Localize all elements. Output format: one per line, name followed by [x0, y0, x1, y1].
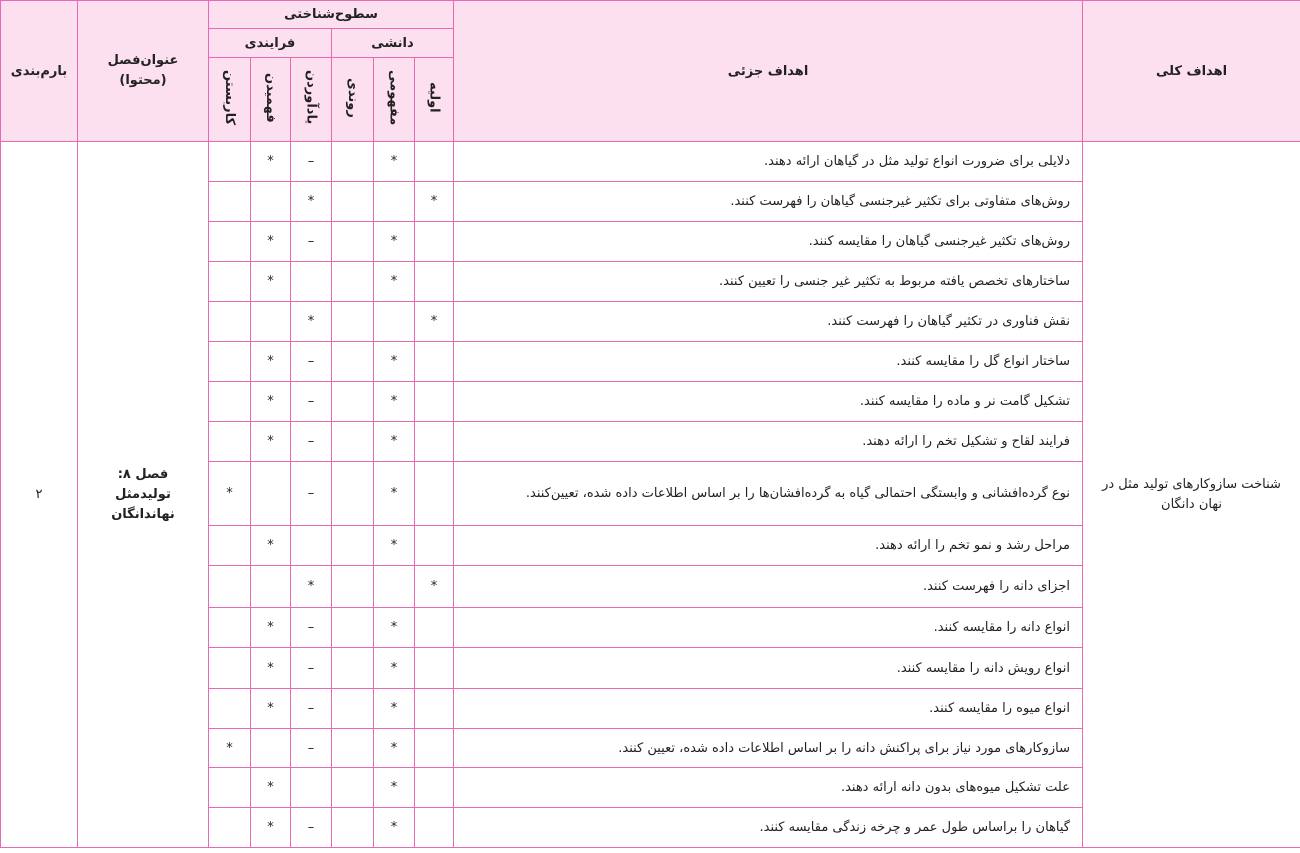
general-goal-cell: شناخت سازوکارهای تولید مثل در نهان دانگان — [1083, 142, 1300, 848]
mark-understanding — [251, 566, 291, 608]
mark-applying — [209, 142, 251, 182]
header-applying-label: کاربستن — [222, 69, 237, 126]
table-row — [1, 142, 1300, 182]
mark-primary — [415, 422, 454, 462]
mark-remembering: – — [291, 462, 332, 526]
mark-procedural — [332, 768, 374, 808]
mark-primary: * — [415, 302, 454, 342]
mark-primary — [415, 648, 454, 689]
mark-understanding — [251, 729, 291, 768]
mark-conceptual: * — [374, 768, 415, 808]
objective-text: فرایند لقاح و تشکیل تخم را ارائه دهند. — [454, 422, 1083, 462]
header-conceptual-label: مفهومی — [386, 69, 402, 126]
objective-text: نوع گرده‌افشانی و وابستگی احتمالی گیاه به گرده‌افشان‌ها را بر اساس اطلاعات داده شده، تعیین‌کنند. — [454, 462, 1083, 526]
objective-text: انواع میوه را مقایسه کنند. — [454, 689, 1083, 729]
objective-text: روش‌های متفاوتی برای تکثیر غیرجنسی گیاهان را فهرست کنند. — [454, 182, 1083, 222]
mark-understanding — [251, 462, 291, 526]
header-understanding — [251, 58, 291, 142]
mark-applying — [209, 689, 251, 729]
header-chapter-title: عنوان‌فصل (محتوا) — [78, 1, 209, 142]
chapter-cell: فصل ۸: تولیدمثل نهاندانگان — [78, 142, 209, 848]
header-primary — [415, 58, 454, 142]
mark-primary — [415, 608, 454, 648]
mark-applying — [209, 808, 251, 848]
mark-procedural — [332, 689, 374, 729]
mark-understanding: * — [251, 142, 291, 182]
mark-applying — [209, 262, 251, 302]
objective-text: سازوکارهای مورد نیاز برای پراکنش دانه را بر اساس اطلاعات داده شده، تعیین کنند. — [454, 729, 1083, 768]
mark-procedural — [332, 222, 374, 262]
objective-text: تشکیل گامت نر و ماده را مقایسه کنند. — [454, 382, 1083, 422]
mark-conceptual — [374, 566, 415, 608]
header-specific-goals: اهداف جزئی — [454, 1, 1083, 142]
mark-remembering: * — [291, 302, 332, 342]
mark-conceptual: * — [374, 729, 415, 768]
mark-remembering: – — [291, 608, 332, 648]
objective-text: دلایلی برای ضرورت انواع تولید مثل در گیاهان ارائه دهند. — [454, 142, 1083, 182]
mark-remembering: – — [291, 142, 332, 182]
mark-remembering: – — [291, 342, 332, 382]
score-cell: ۲ — [1, 142, 78, 848]
header-conceptual — [374, 58, 415, 142]
header-general-goals: اهداف کلی — [1083, 1, 1300, 142]
mark-understanding: * — [251, 608, 291, 648]
mark-applying — [209, 526, 251, 566]
mark-primary — [415, 808, 454, 848]
mark-remembering: * — [291, 566, 332, 608]
mark-applying — [209, 302, 251, 342]
mark-applying — [209, 566, 251, 608]
mark-understanding: * — [251, 382, 291, 422]
mark-primary — [415, 768, 454, 808]
mark-applying — [209, 422, 251, 462]
mark-primary — [415, 382, 454, 422]
mark-procedural — [332, 608, 374, 648]
mark-conceptual: * — [374, 422, 415, 462]
mark-remembering: – — [291, 382, 332, 422]
mark-understanding — [251, 302, 291, 342]
mark-procedural — [332, 648, 374, 689]
mark-procedural — [332, 808, 374, 848]
objective-text: علت تشکیل میوه‌های بدون دانه ارائه دهند. — [454, 768, 1083, 808]
mark-applying — [209, 222, 251, 262]
mark-conceptual: * — [374, 689, 415, 729]
mark-conceptual — [374, 182, 415, 222]
mark-applying: * — [209, 462, 251, 526]
header-knowledge: دانشی — [332, 29, 454, 58]
objective-text: اجزای دانه را فهرست کنند. — [454, 566, 1083, 608]
mark-understanding: * — [251, 222, 291, 262]
objective-text: ساختارهای تخصص یافته مربوط به تکثیر غیر جنسی را تعیین کنند. — [454, 262, 1083, 302]
mark-remembering: – — [291, 689, 332, 729]
mark-procedural — [332, 142, 374, 182]
mark-understanding: * — [251, 526, 291, 566]
header-procedural-label: روندی — [345, 77, 360, 118]
mark-understanding: * — [251, 648, 291, 689]
mark-understanding: * — [251, 342, 291, 382]
mark-procedural — [332, 302, 374, 342]
mark-primary: * — [415, 566, 454, 608]
mark-remembering — [291, 262, 332, 302]
mark-primary — [415, 689, 454, 729]
header-scoring: بارم‌بندی — [1, 1, 78, 142]
mark-primary — [415, 262, 454, 302]
mark-primary — [415, 342, 454, 382]
mark-conceptual: * — [374, 222, 415, 262]
mark-understanding: * — [251, 808, 291, 848]
mark-applying — [209, 342, 251, 382]
mark-understanding — [251, 182, 291, 222]
objective-text: مراحل رشد و نمو تخم را ارائه دهند. — [454, 526, 1083, 566]
mark-remembering: – — [291, 808, 332, 848]
mark-applying — [209, 182, 251, 222]
mark-remembering: * — [291, 182, 332, 222]
mark-conceptual: * — [374, 382, 415, 422]
objective-text: روش‌های تکثیر غیرجنسی گیاهان را مقایسه کنند. — [454, 222, 1083, 262]
mark-procedural — [332, 382, 374, 422]
mark-conceptual — [374, 302, 415, 342]
mark-procedural — [332, 262, 374, 302]
mark-procedural — [332, 342, 374, 382]
mark-primary — [415, 526, 454, 566]
mark-procedural — [332, 729, 374, 768]
mark-primary — [415, 222, 454, 262]
header-process: فرایندی — [209, 29, 332, 58]
mark-applying — [209, 382, 251, 422]
objective-text: انواع دانه را مقایسه کنند. — [454, 608, 1083, 648]
mark-remembering: – — [291, 648, 332, 689]
mark-understanding: * — [251, 422, 291, 462]
mark-procedural — [332, 526, 374, 566]
mark-procedural — [332, 182, 374, 222]
mark-conceptual: * — [374, 608, 415, 648]
mark-primary — [415, 142, 454, 182]
mark-primary — [415, 462, 454, 526]
mark-understanding: * — [251, 262, 291, 302]
mark-conceptual: * — [374, 262, 415, 302]
mark-procedural — [332, 566, 374, 608]
header-cognitive-levels: سطوح‌شناختی — [209, 1, 454, 29]
mark-remembering: – — [291, 422, 332, 462]
objective-text: انواع رویش دانه را مقایسه کنند. — [454, 648, 1083, 689]
mark-remembering — [291, 526, 332, 566]
mark-conceptual: * — [374, 808, 415, 848]
mark-conceptual: * — [374, 142, 415, 182]
mark-procedural — [332, 422, 374, 462]
header-primary-label: اولیه — [426, 82, 442, 113]
mark-applying: * — [209, 729, 251, 768]
header-applying — [209, 58, 251, 142]
mark-remembering: – — [291, 222, 332, 262]
mark-primary: * — [415, 182, 454, 222]
objective-text: نقش فناوری در تکثیر گیاهان را فهرست کنند. — [454, 302, 1083, 342]
mark-conceptual: * — [374, 342, 415, 382]
objectives-body — [1, 142, 1300, 848]
header-remembering — [291, 58, 332, 142]
mark-remembering: – — [291, 729, 332, 768]
mark-conceptual: * — [374, 526, 415, 566]
objective-text: گیاهان را براساس طول عمر و چرخه زندگی مقایسه کنند. — [454, 808, 1083, 848]
mark-applying — [209, 768, 251, 808]
mark-primary — [415, 729, 454, 768]
mark-conceptual: * — [374, 648, 415, 689]
mark-applying — [209, 648, 251, 689]
header-procedural — [332, 58, 374, 142]
mark-applying — [209, 608, 251, 648]
mark-procedural — [332, 462, 374, 526]
mark-conceptual: * — [374, 462, 415, 526]
header-understanding-label: فهمیدن — [263, 72, 278, 123]
objective-text: ساختار انواع گل را مقایسه کنند. — [454, 342, 1083, 382]
mark-remembering — [291, 768, 332, 808]
mark-understanding: * — [251, 689, 291, 729]
header-remembering-label: یادآوردن — [303, 70, 319, 125]
mark-understanding: * — [251, 768, 291, 808]
